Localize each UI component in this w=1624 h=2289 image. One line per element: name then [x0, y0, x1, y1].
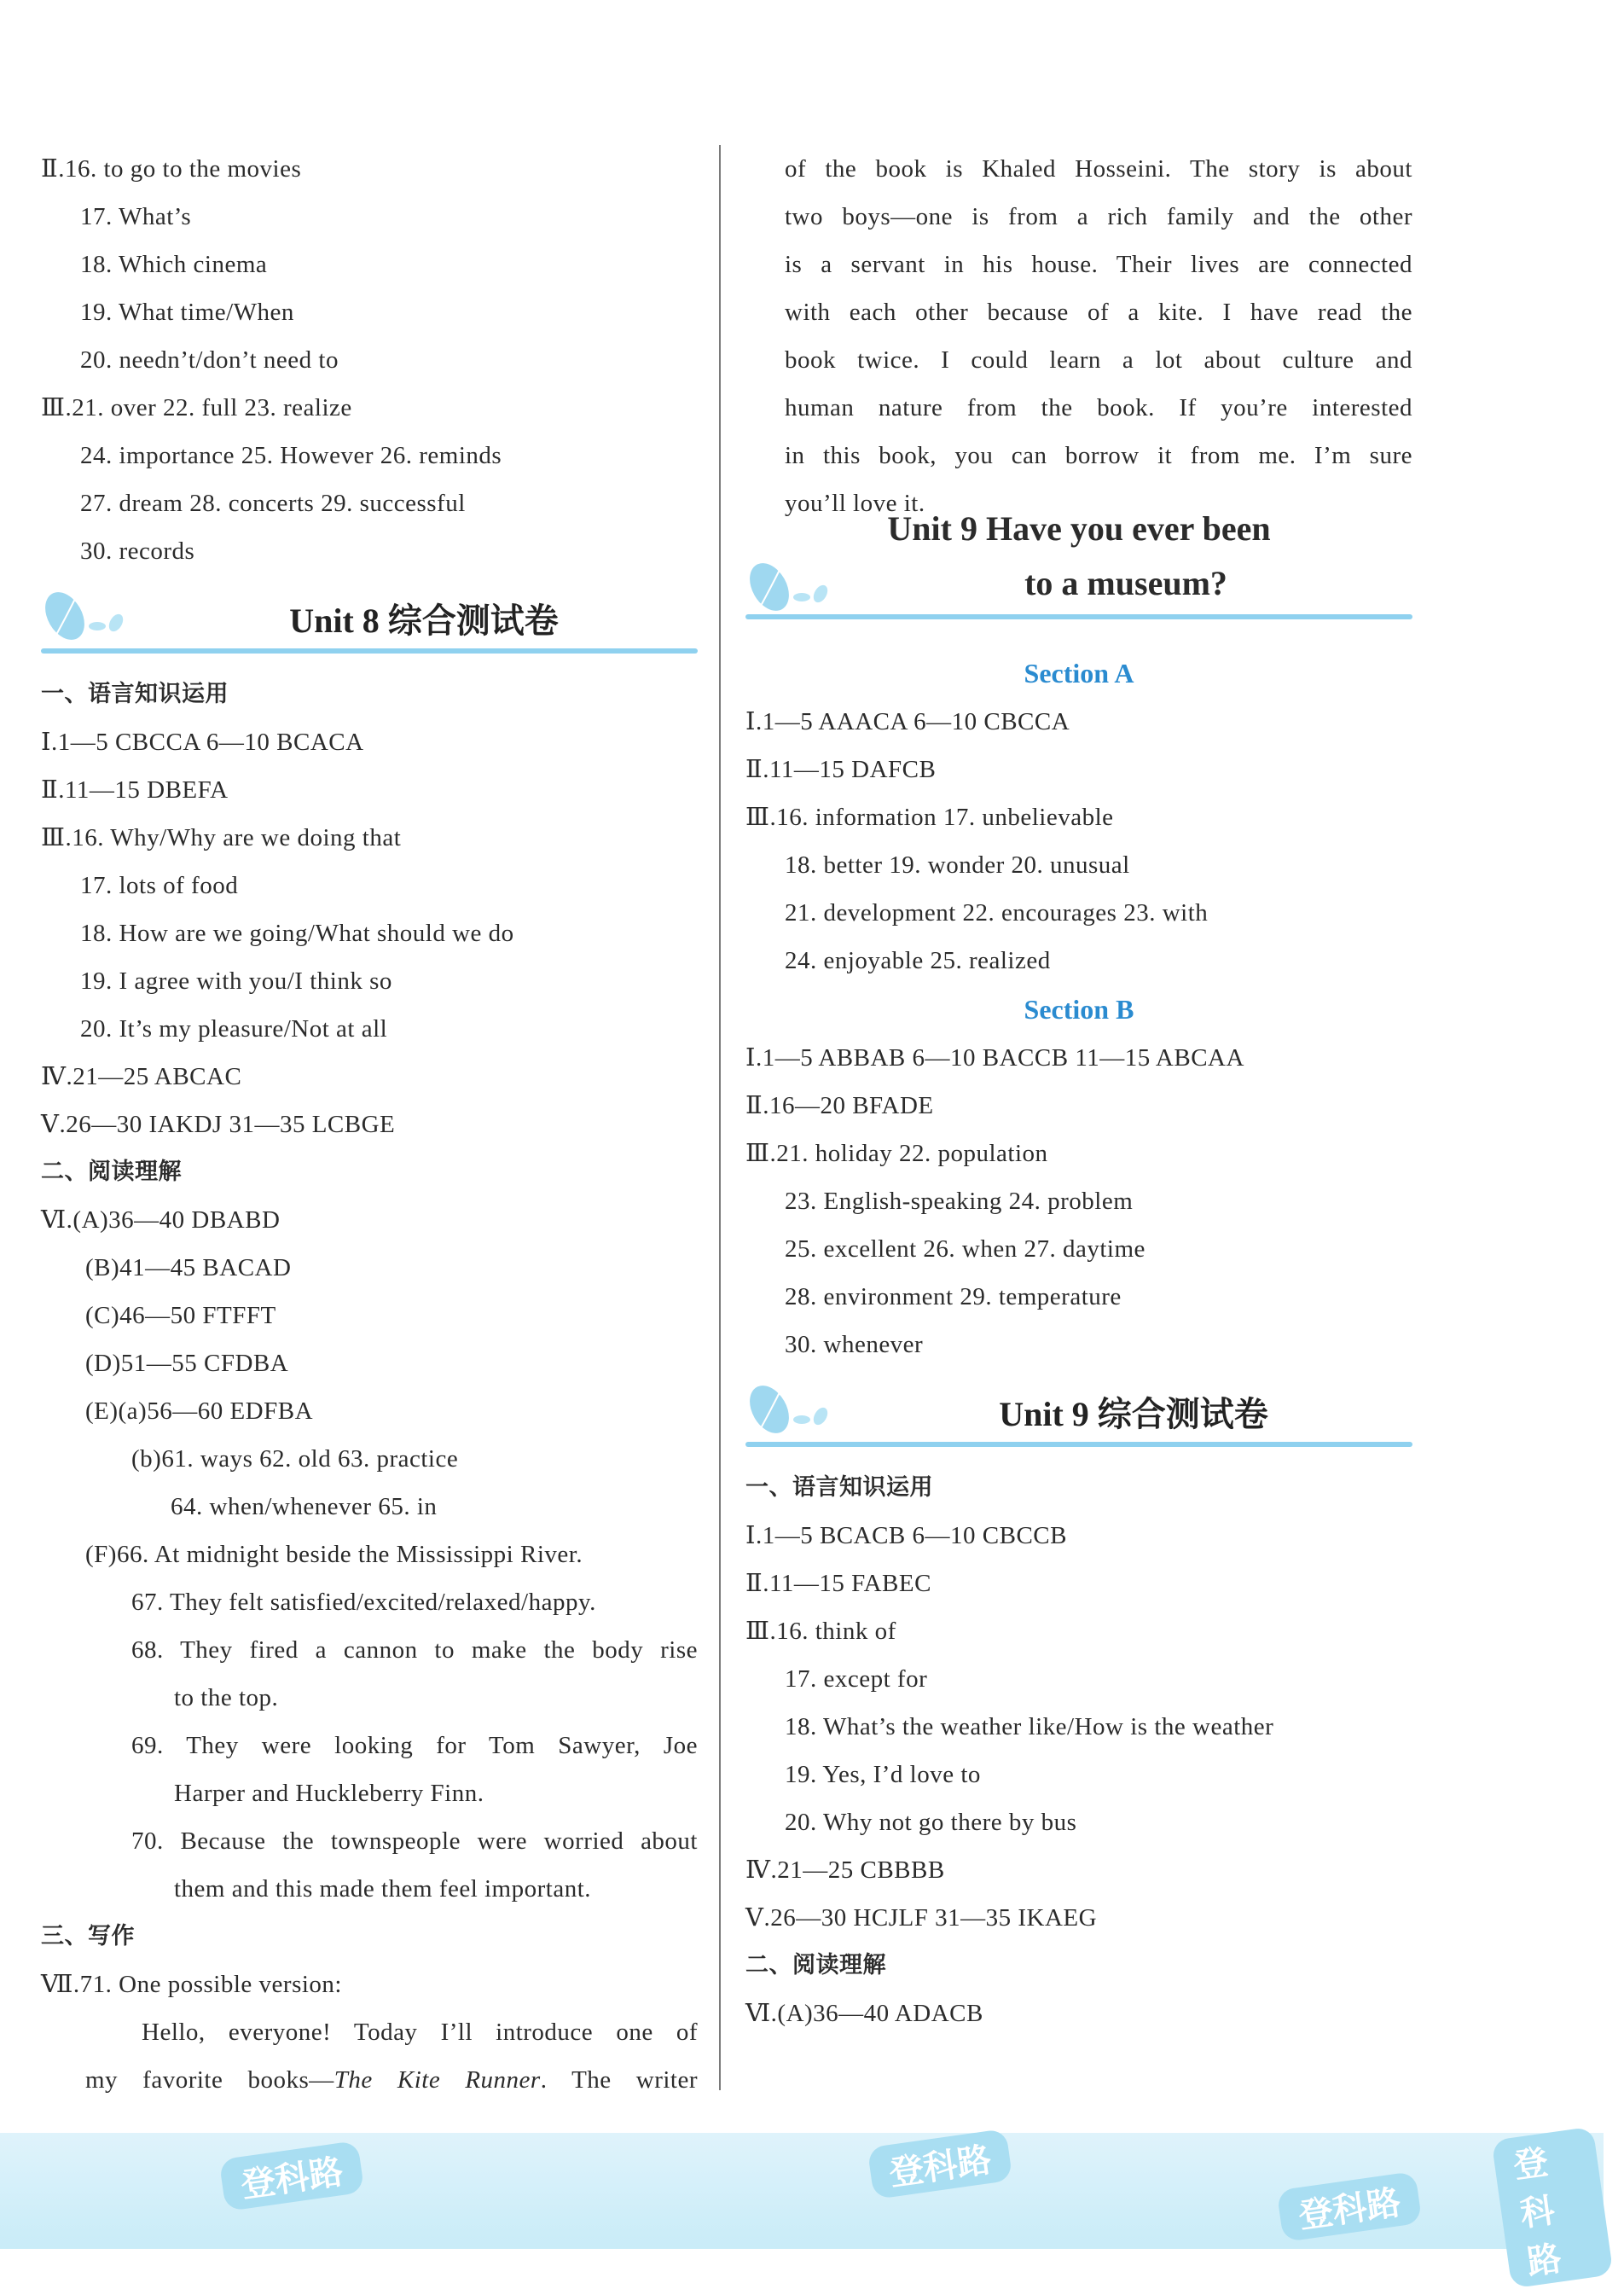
answer-line: 18. How are we going/What should we do	[80, 920, 514, 947]
essay-line: two boys—one is from a rich family and the other	[785, 203, 1412, 230]
essay-text: my favorite books—	[85, 2066, 334, 2094]
answer-line: 67. They felt satisfied/excited/relaxed/happy.	[131, 1589, 596, 1616]
answer-line: 64. when/whenever 65. in	[171, 1493, 438, 1520]
essay-line: in this book, you can borrow it from me. I’m sure	[785, 442, 1412, 469]
leaf-icon	[745, 1375, 839, 1444]
answer-line: 18. better 19. wonder 20. unusual	[785, 851, 1130, 879]
leaf-icon	[41, 582, 135, 650]
essay-line: of the book is Khaled Hosseini. The story is about	[785, 155, 1412, 183]
essay-line: book twice. I could learn a lot about culture and	[785, 346, 1412, 374]
leaf-icon	[745, 553, 839, 621]
answer-line: 24. enjoyable 25. realized	[785, 947, 1051, 974]
watermark-stamp: 登科路	[1277, 2171, 1423, 2242]
column-divider	[719, 145, 721, 2090]
unit8-test-title: Unit 8 综合测试卷	[289, 601, 559, 640]
answer-line: 19. Yes, I’d love to	[785, 1761, 981, 1788]
answer-line: (F)66. At midnight beside the Mississippi River.	[85, 1541, 583, 1568]
unit9-title: Unit 9 Have you ever been	[887, 509, 1271, 548]
answer-line: 24. importance 25. However 26. reminds	[80, 442, 502, 469]
answer-line: 20. Why not go there by bus	[785, 1809, 1077, 1836]
essay-line: with each other because of a kite. I have read the	[785, 299, 1412, 326]
unit9-test-title: Unit 9 综合测试卷	[999, 1395, 1268, 1433]
left-column	[41, 145, 698, 2104]
answer-line: 23. English-speaking 24. problem	[785, 1188, 1134, 1215]
unit9-test-heading	[745, 1368, 1412, 1464]
essay-line: you’ll love it.	[785, 490, 925, 517]
answer-line: Ⅲ.21. over 22. full 23. realize	[41, 394, 352, 421]
answer-line: (D)51—55 CFDBA	[85, 1350, 289, 1377]
answer-line: Ⅲ.21. holiday 22. population	[745, 1140, 1048, 1167]
answer-line: Ⅰ.1—5 ABBAB 6—10 BACCB 11—15 ABCAA	[745, 1044, 1244, 1072]
answer-line: 25. excellent 26. when 27. daytime	[785, 1235, 1146, 1263]
answer-line: 18. Which cinema	[80, 251, 268, 278]
heading-underline	[41, 648, 698, 654]
essay-line: human nature from the book. If you’re interested	[785, 394, 1412, 421]
answer-line: to the top.	[174, 1684, 279, 1711]
watermark-stamp: 登科路	[1491, 2127, 1613, 2289]
watermark-stamp: 登科路	[867, 2129, 1013, 2199]
answer-line: Ⅲ.16. information 17. unbelievable	[745, 804, 1114, 831]
answer-line: Ⅳ.21—25 ABCAC	[41, 1063, 242, 1090]
section-a-title: Section A	[1024, 658, 1134, 688]
answer-line: Ⅱ.11—15 DAFCB	[745, 756, 937, 783]
answer-line: 70. Because the townspeople were worried about	[131, 1827, 698, 1855]
unit9-title-continued: to a museum?	[1024, 564, 1227, 602]
answer-line: (B)41—45 BACAD	[85, 1254, 292, 1281]
answer-line: Ⅲ.16. think of	[745, 1618, 896, 1645]
answer-line: 20. It’s my pleasure/Not at all	[80, 1015, 388, 1043]
unit9-heading	[745, 509, 1412, 648]
essay-text: . The writer	[540, 2066, 699, 2094]
right-column	[745, 145, 1412, 2037]
answer-line: (C)46—50 FTFFT	[85, 1302, 276, 1329]
answer-line: Ⅰ.1—5 CBCCA 6—10 BCACA	[41, 729, 364, 756]
heading-underline	[745, 1442, 1412, 1447]
answer-line: 30. whenever	[785, 1331, 924, 1358]
book-title: The Kite Runner	[334, 2066, 541, 2094]
part-heading: 三、写作	[41, 1923, 135, 1949]
essay-line: Hello, everyone! Today I’ll introduce one of	[142, 2019, 698, 2046]
answer-line: 17. What’s	[80, 203, 192, 230]
part-heading: 二、阅读理解	[745, 1952, 886, 1978]
answer-line: 21. development 22. encourages 23. with	[785, 899, 1209, 927]
answer-line: Ⅱ.16. to go to the movies	[41, 155, 302, 183]
answer-line: Ⅱ.16—20 BFADE	[745, 1092, 934, 1119]
answer-line: 17. except for	[785, 1665, 928, 1693]
unit8-test-heading	[41, 575, 698, 671]
part-heading: 一、语言知识运用	[41, 681, 229, 707]
essay-line	[41, 2056, 698, 2104]
heading-underline	[745, 614, 1412, 619]
part-heading: 二、阅读理解	[41, 1159, 182, 1185]
answer-line: Ⅴ.26—30 IAKDJ 31—35 LCBGE	[41, 1111, 396, 1138]
answer-line: Ⅵ.(A)36—40 ADACB	[745, 2000, 983, 2027]
answer-line: 68. They fired a cannon to make the body rise	[131, 1636, 698, 1664]
answer-line: Ⅵ.(A)36—40 DBABD	[41, 1206, 281, 1234]
answer-line: Ⅰ.1—5 AAACA 6—10 CBCCA	[745, 708, 1070, 735]
answer-line: (E)(a)56—60 EDFBA	[85, 1397, 314, 1425]
answer-line: 20. needn’t/don’t need to	[80, 346, 339, 374]
answer-line: Ⅳ.21—25 CBBBB	[745, 1856, 945, 1884]
answer-line: Ⅱ.11—15 FABEC	[745, 1570, 931, 1597]
answer-line: Harper and Huckleberry Finn.	[174, 1780, 484, 1807]
watermark-stamp: 登科路	[219, 2141, 365, 2211]
answer-line: Ⅶ.71. One possible version:	[41, 1971, 342, 1998]
answer-line: 18. What’s the weather like/How is the weather	[785, 1713, 1274, 1740]
answer-line: them and this made them feel important.	[174, 1875, 592, 1903]
answer-line: (b)61. ways 62. old 63. practice	[131, 1445, 459, 1473]
section-b-title: Section B	[1024, 994, 1134, 1025]
answer-line: Ⅲ.16. Why/Why are we doing that	[41, 824, 402, 851]
answer-line: 19. What time/When	[80, 299, 294, 326]
part-heading: 一、语言知识运用	[745, 1474, 933, 1501]
answer-line: Ⅰ.1—5 BCACB 6—10 CBCCB	[745, 1522, 1067, 1549]
footer-band	[0, 2133, 1604, 2283]
answer-line: Ⅱ.11—15 DBEFA	[41, 776, 229, 804]
answer-line: 19. I agree with you/I think so	[80, 967, 392, 995]
essay-line: is a servant in his house. Their lives are connected	[785, 251, 1412, 278]
answer-line: 17. lots of food	[80, 872, 239, 899]
answer-line: Ⅴ.26—30 HCJLF 31—35 IKAEG	[745, 1904, 1098, 1932]
answer-line: 27. dream 28. concerts 29. successful	[80, 490, 466, 517]
answer-line: 69. They were looking for Tom Sawyer, Joe	[131, 1732, 698, 1759]
answer-line: 28. environment 29. temperature	[785, 1283, 1122, 1310]
answer-line: 30. records	[80, 537, 195, 565]
